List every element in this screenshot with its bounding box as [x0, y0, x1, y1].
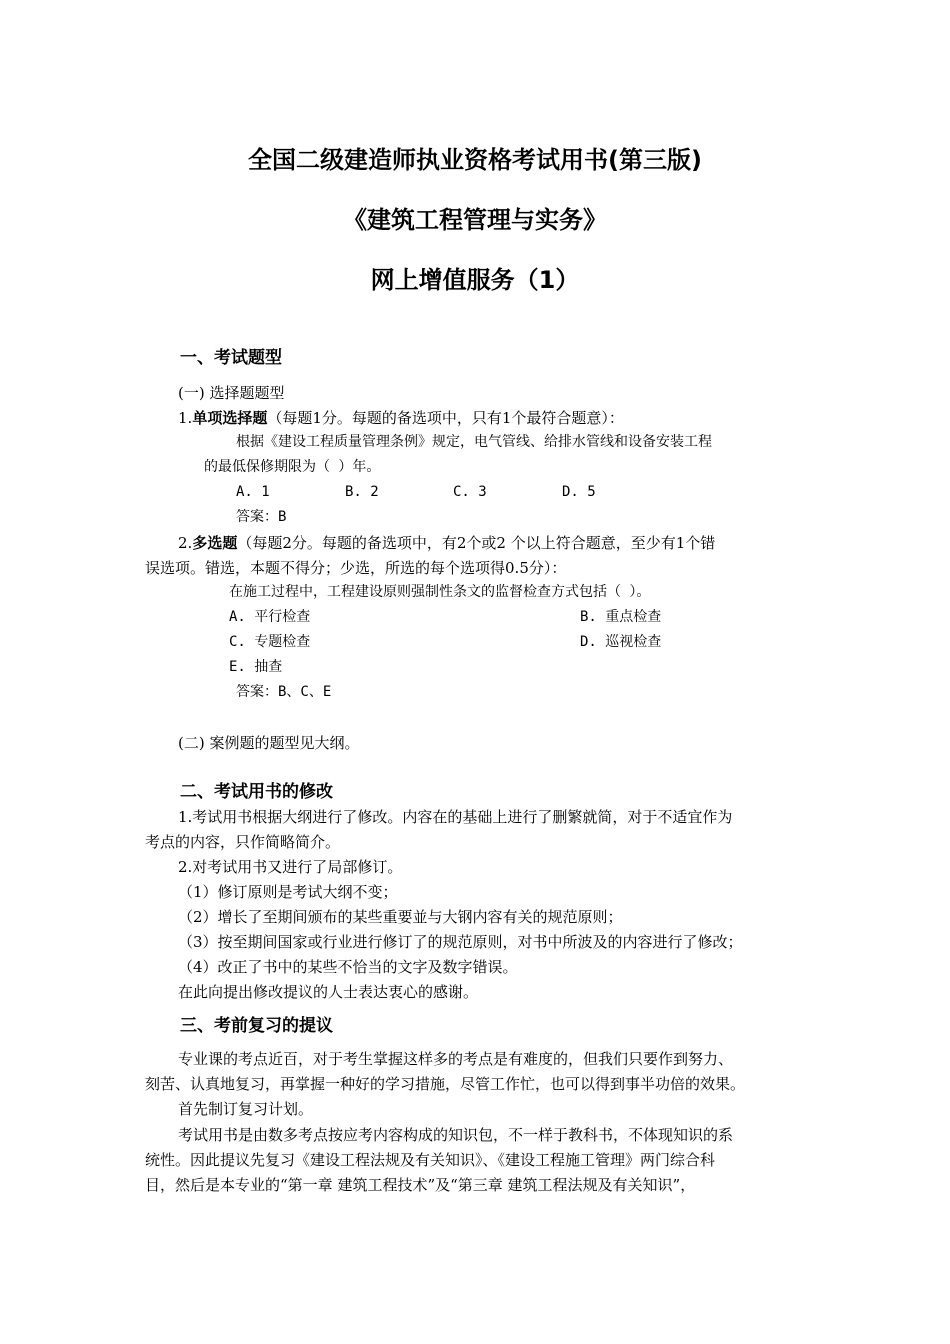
q1-option-d: D. 5: [562, 484, 596, 500]
revision-line: 在此向提出修改提议的人士表达衷心的感谢。: [178, 983, 479, 1001]
q1-label: 单项选择题: [192, 409, 268, 427]
q2-option-b: B. 重点检查: [580, 609, 662, 625]
service-title: 网上增值服务（1）: [370, 266, 580, 294]
q2-option-e: E. 抽查: [229, 659, 283, 675]
q1-stem-line2: 的最低保修期限为（ ）年。: [204, 459, 381, 475]
advice-line: 目，然后是本专业的“第一章 建筑工程技术”及“第三章 建筑工程法规及有关知识”，: [145, 1176, 696, 1194]
q1-answer: 答案：B: [236, 509, 287, 525]
q2-option-c: C. 专题检查: [229, 634, 311, 650]
revision-line: 2.对考试用书又进行了局部修订。: [178, 858, 403, 876]
q2-heading: [178, 534, 715, 553]
advice-line: 首先制订复习计划。: [178, 1100, 314, 1118]
section-heading-review-advice: 三、考前复习的提议: [180, 1016, 333, 1036]
revision-line: 1.考试用书根据大纲进行了修改。内容在的基础上进行了删繁就简，对于不适宜作为: [178, 808, 733, 826]
section-heading-book-revisions: 二、考试用书的修改: [180, 782, 333, 802]
book-title: 《建筑工程管理与实务》: [343, 206, 607, 234]
q2-option-d: D. 巡视检查: [580, 634, 662, 650]
revision-line: （2）增长了至期间颁布的某些重要並与大钢内容有关的规范原则；: [178, 908, 623, 926]
q1-option-b: B. 2: [345, 484, 379, 500]
advice-line: 考试用书是由数多考点按应考内容构成的知识包，不一样于教科书，不体现知识的系: [178, 1126, 734, 1144]
q1-option-a: A. 1: [236, 484, 270, 500]
q1-heading: [178, 409, 624, 428]
advice-line: 刻苦、认真地复习，再掌握一种好的学习措施，尽管工作忙，也可以得到事半功倍的效果。: [145, 1075, 746, 1093]
q2-prefix: 2.: [178, 534, 193, 552]
q2-answer: 答案：B、C、E: [236, 684, 332, 700]
revision-line: （4）改正了书中的某些不恰当的文字及数字错误。: [178, 958, 518, 976]
q2-desc-line2: 误选项。错选，本题不得分；少选，所选的每个选项得0.5分）：: [145, 559, 567, 577]
revision-line: （3）按至期间国家或行业进行修订了的规范原则，对书中所波及的内容进行了修改；: [178, 933, 743, 951]
revision-line: （1）修订原则是考试大纲不变；: [178, 883, 398, 901]
q1-prefix: 1.: [178, 409, 193, 427]
q1-stem-line1: 根据《建设工程质量管理条例》规定，电气管线、给排水管线和设备安装工程: [236, 434, 712, 450]
q2-stem: 在施工过程中，工程建设原则强制性条文的监督检查方式包括（ ）。: [229, 584, 651, 600]
section-heading-exam-types: 一、考试题型: [180, 348, 282, 368]
subheading-case-types: (二) 案例题的题型见大纲。: [178, 734, 360, 752]
q2-desc-line1: （每题2分。每题的备选项中，有2个或2 个以上符合题意，至少有1个错: [237, 534, 716, 552]
q2-option-a: A. 平行检查: [229, 609, 311, 625]
revision-line: 考点的内容，只作简略简介。: [145, 833, 341, 851]
subheading-choice-types: (一) 选择题题型: [178, 384, 285, 402]
q1-desc: （每题1分。每题的备选项中，只有1个最符合题意）：: [267, 409, 624, 427]
doc-title: 全国二级建造师执业资格考试用书(第三版): [248, 146, 702, 174]
advice-line: 专业课的考点近百，对于考生掌握这样多的考点是有难度的，但我们只要作到努力、: [178, 1050, 734, 1068]
q2-label: 多选题: [192, 534, 238, 552]
q1-option-c: C. 3: [453, 484, 487, 500]
advice-line: 统性。因此提议先复习《建设工程法规及有关知识》、《建设工程施工管理》两门综合科: [145, 1151, 716, 1169]
